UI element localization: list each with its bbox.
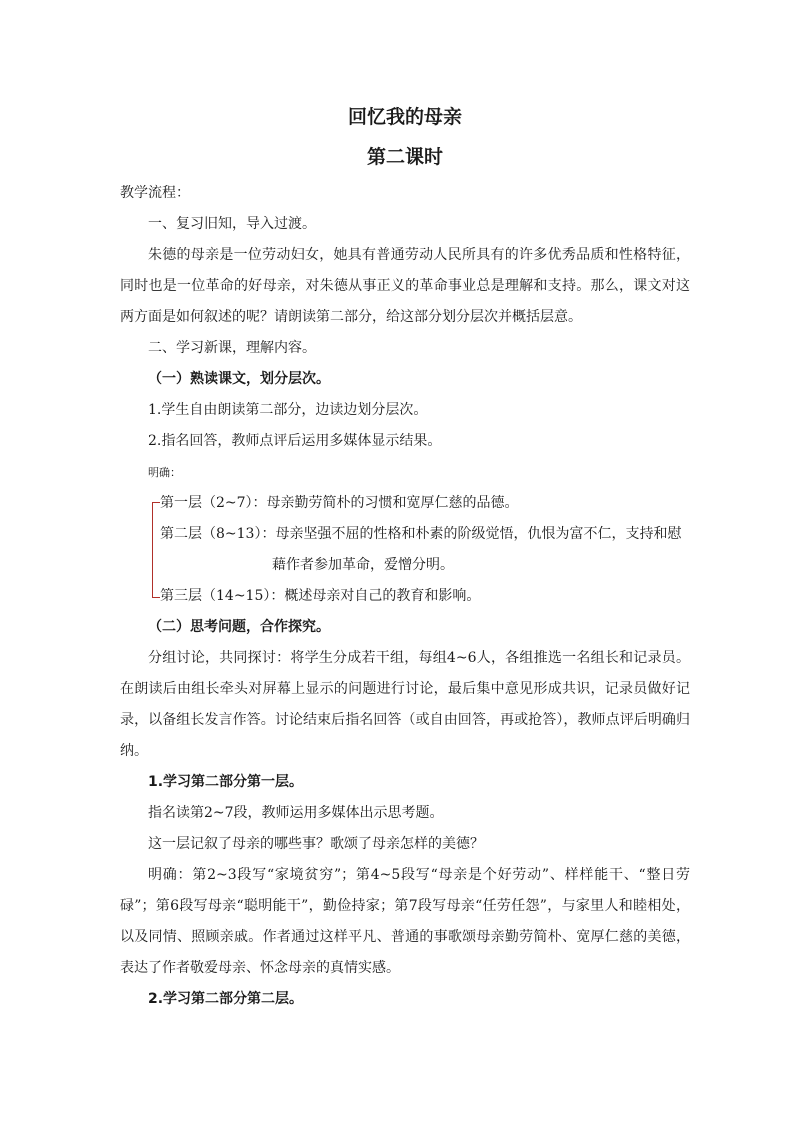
study1-line2: 这一层记叙了母亲的哪些事？歌颂了母亲怎样的美德？ bbox=[148, 836, 484, 852]
sub1-step1: 1.学生自由朗读第二部分，边读边划分层次。 bbox=[148, 402, 428, 418]
layer-item-2-continued: 藉作者参加革命，爱憎分明。 bbox=[272, 557, 454, 573]
layer-item-2: 第二层（8~13）：母亲坚强不屈的性格和朴素的阶级觉悟，仇恨为富不仁，支持和慰 bbox=[160, 526, 682, 542]
layer-item-3: 第三层（14~15）：概述母亲对自己的教育和影响。 bbox=[160, 588, 481, 604]
study1-line1: 指名读第2~7段，教师运用多媒体出示思考题。 bbox=[148, 805, 444, 821]
sub2-paragraph: 分组讨论，共同探讨：将学生分成若干组，每组4~6人，各组推选一名组长和记录员。在朗读后由组长牵头对屏幕上显示的问题进行讨论，最后集中意见形成共识，记录员做好记录，以备组长发言作答。讨论结束后指名回答（或自由回答，再或抢答），教师点评后明确归纳。 bbox=[120, 650, 690, 759]
document-title: 回忆我的母亲 bbox=[347, 106, 462, 128]
sub1-heading: （一）熟读课文，划分层次。 bbox=[148, 371, 330, 387]
section1-paragraph: 朱德的母亲是一位劳动妇女，她具有普通劳动人民所具有的许多优秀品质和性格特征，同时也是一位革命的好母亲，对朱德从事正义的革命事业总是理解和支持。那么，课文对这两方面是如何叙述的呢？请朗读第二部分，给这部分划分层次并概括层意。 bbox=[120, 247, 690, 325]
layer-item-1: 第一层（2~7）：母亲勤劳简朴的习惯和宽厚仁慈的品德。 bbox=[160, 495, 519, 511]
layer-list bbox=[152, 488, 690, 612]
clarify-label: 明确： bbox=[148, 466, 181, 479]
sub2-heading: （二）思考问题，合作探究。 bbox=[148, 619, 330, 635]
sub1-step2: 2.指名回答，教师点评后运用多媒体显示结果。 bbox=[148, 433, 442, 449]
document-page bbox=[120, 100, 690, 1015]
layer-bracket bbox=[152, 502, 160, 598]
study1-answer: 明确：第2~3段写“家境贫穷”；第4~5段写“母亲是个好劳动”、样样能干、“整日劳碌”；第6段写母亲“聪明能干”，勤俭持家；第7段写母亲“任劳任怨”，与家里人和睦相处，以及同情、照顾亲戚。作者通过这样平凡、普通的事歌颂母亲勤劳简朴、宽厚仁慈的美德，表达了作者敬爱母亲、怀念母亲的真情实感。 bbox=[120, 867, 690, 976]
study2-heading: 2.学习第二部分第二层。 bbox=[148, 991, 304, 1007]
study1-heading: 1.学习第二部分第一层。 bbox=[148, 774, 304, 790]
document-subtitle: 第二课时 bbox=[366, 146, 443, 168]
section2-heading: 二、学习新课，理解内容。 bbox=[148, 340, 316, 356]
section1-heading: 一、复习旧知，导入过渡。 bbox=[148, 216, 316, 232]
flow-label: 教学流程： bbox=[120, 185, 190, 201]
